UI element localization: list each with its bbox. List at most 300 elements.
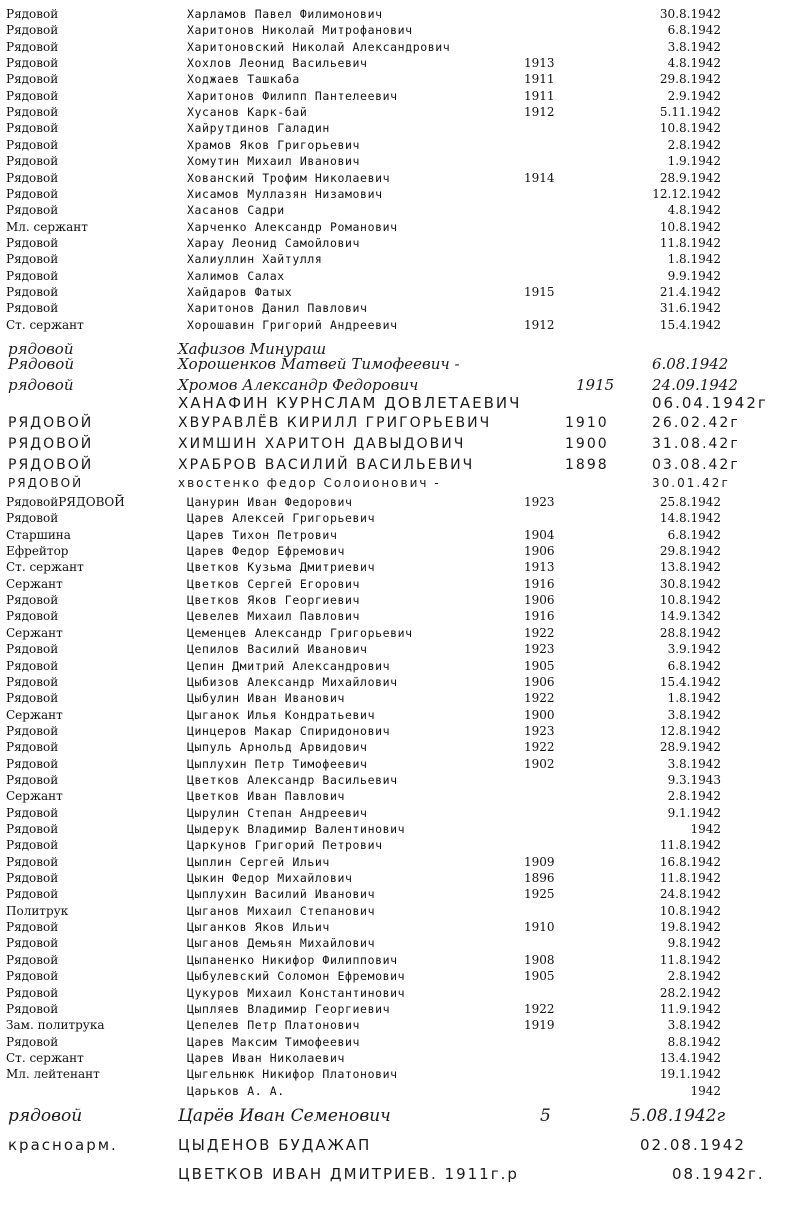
name-cell: Царкунов Григорий Петрович xyxy=(187,838,383,853)
rank-cell: Рядовой xyxy=(6,854,59,869)
date-cell: 5.11.1942 xyxy=(659,105,721,120)
name-cell: Цеменцев Александр Григорьевич xyxy=(187,625,413,640)
date-cell: 9.3.1943 xyxy=(667,772,721,787)
birth-year-cell: 1913 xyxy=(524,560,555,575)
rank-cell: Рядовой xyxy=(6,56,59,71)
handwritten-row xyxy=(0,415,801,433)
name-cell: Цыганов Михаил Степанович xyxy=(187,903,376,918)
handwritten-row xyxy=(0,376,801,395)
name-cell: Харитонов Данил Павлович xyxy=(187,301,368,316)
rank-cell: РядовойРЯДОВОЙ xyxy=(6,495,125,509)
record-row xyxy=(0,674,801,690)
name-cell: Хромов Александр Федорович xyxy=(178,376,419,394)
date-cell: 26.02.42г xyxy=(652,415,740,431)
date-cell: 11.8.1942 xyxy=(659,871,721,886)
birth-year-cell: 1898 xyxy=(565,457,609,473)
date-cell: 11.8.1942 xyxy=(659,952,721,967)
rank-cell: Рядовой xyxy=(6,252,59,267)
record-row xyxy=(0,886,801,902)
date-cell: 4.8.1942 xyxy=(667,203,721,218)
name-cell: Харитонов Филипп Пантелеевич xyxy=(187,88,398,103)
date-cell: 10.8.1942 xyxy=(659,593,721,608)
record-row xyxy=(0,837,801,853)
name-cell: Цевелев Михаил Павлович xyxy=(187,609,361,624)
record-row xyxy=(0,805,801,821)
rank-cell: Рядовой xyxy=(6,740,59,755)
record-row xyxy=(0,854,801,870)
handwritten-row xyxy=(0,476,801,492)
rank-cell: Ст. сержант xyxy=(6,560,84,575)
date-cell: 25.8.1942 xyxy=(659,495,721,509)
date-cell: 3.8.1942 xyxy=(667,756,721,771)
birth-year-cell: 1909 xyxy=(524,854,555,869)
rank-cell: Рядовой xyxy=(6,969,59,984)
birth-year-cell: 1922 xyxy=(524,625,555,640)
record-row xyxy=(0,756,801,772)
birth-year-cell: 1915 xyxy=(524,284,555,299)
name-cell: Цветков Александр Васильевич xyxy=(187,772,398,787)
date-cell: 2.8.1942 xyxy=(667,969,721,984)
record-row xyxy=(0,104,801,120)
date-cell: 3.8.1942 xyxy=(667,39,721,54)
rank-cell: Рядовой xyxy=(6,186,59,201)
name-cell: Цыплин Сергей Ильич xyxy=(187,854,330,869)
rank-cell: красноарм. xyxy=(8,1136,118,1154)
record-row xyxy=(0,6,801,22)
rank-cell: Рядовой xyxy=(6,121,59,136)
name-cell: Хомутин Михаил Иванович xyxy=(187,154,361,169)
date-cell: 30.01.42г xyxy=(652,476,730,490)
record-row xyxy=(0,268,801,284)
rank-cell: РЯДОВОЙ xyxy=(8,476,84,490)
birth-year-cell: 1913 xyxy=(524,56,555,71)
name-cell: Цыплухин Василий Иванович xyxy=(187,887,376,902)
name-cell: Царьков А. А. xyxy=(187,1083,285,1098)
rank-cell: Рядовой xyxy=(6,154,59,169)
rank-cell: рядовой xyxy=(8,376,74,394)
rank-cell: Рядовой xyxy=(6,511,59,526)
birth-year-cell: 1922 xyxy=(524,691,555,706)
rank-cell: Рядовой xyxy=(6,609,59,624)
date-cell: 6.8.1942 xyxy=(667,658,721,673)
record-row xyxy=(0,788,801,804)
name-cell: Халиуллин Хайтулля xyxy=(187,252,323,267)
name-cell: Хайрутдинов Галадин xyxy=(187,121,330,136)
birth-year-cell: 1923 xyxy=(524,723,555,738)
date-cell: 16.8.1942 xyxy=(659,854,721,869)
record-row xyxy=(0,641,801,657)
rank-cell: рядовой xyxy=(8,1106,83,1126)
date-cell: 1.8.1942 xyxy=(667,691,721,706)
date-cell: 28.8.1942 xyxy=(659,625,721,640)
record-row xyxy=(0,317,801,333)
rank-cell: Рядовой xyxy=(6,936,59,951)
birth-year-cell: 1905 xyxy=(524,969,555,984)
name-cell: Халимов Салах xyxy=(187,268,285,283)
record-row xyxy=(0,153,801,169)
date-cell: 15.4.1942 xyxy=(659,674,721,689)
rank-cell: Рядовой xyxy=(8,355,74,373)
name-cell: Цыпаненко Никифор Филиппович xyxy=(187,952,398,967)
rank-cell: Рядовой xyxy=(6,105,59,120)
record-row xyxy=(0,690,801,706)
date-cell: 19.8.1942 xyxy=(659,920,721,935)
record-row xyxy=(0,919,801,935)
date-cell: 06.04.1942г xyxy=(652,394,768,412)
birth-year-cell: 1906 xyxy=(524,593,555,608)
date-cell: 24.8.1942 xyxy=(659,887,721,902)
rank-cell: Рядовой xyxy=(6,39,59,54)
name-cell: Харламов Павел Филимонович xyxy=(187,7,383,21)
name-cell: Цанурин Иван Федорович xyxy=(187,495,353,509)
record-row xyxy=(0,1017,801,1033)
record-row xyxy=(0,707,801,723)
name-cell: Цыпуль Арнольд Арвидович xyxy=(187,740,368,755)
date-cell: 31.08.42г xyxy=(652,436,740,452)
name-cell: Хасанов Садри xyxy=(187,203,285,218)
rank-cell: Рядовой xyxy=(6,920,59,935)
date-cell: 28.9.1942 xyxy=(659,740,721,755)
name-cell: Хованский Трофим Николаевич xyxy=(187,170,391,185)
rank-cell: Рядовой xyxy=(6,642,59,657)
record-row xyxy=(0,120,801,136)
date-cell: 11.9.1942 xyxy=(659,1001,721,1016)
record-row xyxy=(0,739,801,755)
rank-cell: Рядовой xyxy=(6,723,59,738)
record-row xyxy=(0,71,801,87)
record-row xyxy=(0,543,801,559)
date-cell: 4.8.1942 xyxy=(667,56,721,71)
record-row xyxy=(0,251,801,267)
rank-cell: Рядовой xyxy=(6,772,59,787)
birth-year-cell: 1911 xyxy=(524,72,555,87)
date-cell: 2.9.1942 xyxy=(667,88,721,103)
rank-cell: Рядовой xyxy=(6,756,59,771)
date-cell: 2.8.1942 xyxy=(667,137,721,152)
name-cell: Царев Иван Николаевич xyxy=(187,1050,345,1065)
birth-year-cell: 1916 xyxy=(524,576,555,591)
name-cell: Царев Алексей Григорьевич xyxy=(187,511,376,526)
birth-year-cell: 1904 xyxy=(524,527,555,542)
record-row xyxy=(0,903,801,919)
date-cell: 21.4.1942 xyxy=(659,284,721,299)
rank-cell: Мл. лейтенант xyxy=(6,1067,100,1082)
date-cell: 13.4.1942 xyxy=(659,1050,721,1065)
rank-cell: Рядовой xyxy=(6,871,59,886)
record-row xyxy=(0,510,801,526)
birth-year-cell: 1905 xyxy=(524,658,555,673)
date-cell: 14.8.1942 xyxy=(659,511,721,526)
date-cell: 3.8.1942 xyxy=(667,707,721,722)
name-cell: Харченко Александр Романович xyxy=(187,219,398,234)
name-cell: Цыпляев Владимир Георгиевич xyxy=(187,1001,391,1016)
handwritten-row xyxy=(0,1106,801,1127)
date-cell: 14.9.1342 xyxy=(659,609,721,624)
rank-cell: Старшина xyxy=(6,527,71,542)
date-cell: 10.8.1942 xyxy=(659,219,721,234)
record-row xyxy=(0,1083,801,1099)
rank-cell: Рядовой xyxy=(6,691,59,706)
name-cell: Хохлов Леонид Васильевич xyxy=(187,56,368,71)
record-row xyxy=(0,88,801,104)
birth-year-cell: 1922 xyxy=(524,740,555,755)
birth-year-cell: 1914 xyxy=(524,170,555,185)
date-cell: 29.8.1942 xyxy=(659,544,721,559)
name-cell: Цыбулевский Соломон Ефремович xyxy=(187,969,406,984)
record-row xyxy=(0,55,801,71)
rank-cell: Рядовой xyxy=(6,7,59,21)
record-row xyxy=(0,658,801,674)
date-cell: 03.08.42г xyxy=(652,457,740,473)
rank-cell: Рядовой xyxy=(6,268,59,283)
name-cell: Цветков Яков Георгиевич xyxy=(187,593,361,608)
record-row xyxy=(0,22,801,38)
date-cell: 1.9.1942 xyxy=(667,154,721,169)
rank-cell: Рядовой xyxy=(6,674,59,689)
date-cell: 6.8.1942 xyxy=(667,23,721,38)
birth-year-cell: 1896 xyxy=(524,871,555,886)
name-cell: Цыдерук Владимир Валентинович xyxy=(187,822,406,836)
birth-year-cell: 1908 xyxy=(524,952,555,967)
date-cell: 24.09.1942 xyxy=(652,376,738,394)
date-cell: 08.1942г. xyxy=(672,1165,765,1183)
record-row xyxy=(0,137,801,153)
rank-cell: рядовой xyxy=(8,340,74,358)
birth-year-cell: 5 xyxy=(540,1106,551,1126)
birth-year-cell: 1923 xyxy=(524,495,555,509)
rank-cell: Сержант xyxy=(6,789,63,804)
date-cell: 28.2.1942 xyxy=(659,985,721,1000)
rank-cell: Рядовой xyxy=(6,23,59,38)
rank-cell: РЯДОВОЙ xyxy=(8,415,94,431)
birth-year-cell: 1900 xyxy=(524,707,555,722)
birth-year-cell: 1912 xyxy=(524,105,555,120)
record-row xyxy=(0,39,801,55)
birth-year-cell: 1902 xyxy=(524,756,555,771)
record-row xyxy=(0,202,801,218)
birth-year-cell: 1915 xyxy=(576,376,615,394)
name-cell: Цыганков Яков Ильич xyxy=(187,920,330,935)
birth-year-cell: 1916 xyxy=(524,609,555,624)
record-row xyxy=(0,235,801,251)
date-cell: 8.8.1942 xyxy=(667,1034,721,1049)
name-cell: Цинцеров Макар Спиридонович xyxy=(187,723,391,738)
name-cell: Царев Тихон Петрович xyxy=(187,527,338,542)
record-row xyxy=(0,772,801,788)
date-cell: 02.08.1942 xyxy=(640,1136,746,1154)
name-cell: хвостенко федор Солоионович - xyxy=(178,476,441,490)
rank-cell: Рядовой xyxy=(6,301,59,316)
name-cell: ХИМШИН ХАРИТОН ДАВЫДОВИЧ xyxy=(178,436,466,452)
rank-cell: Зам. политрука xyxy=(6,1018,105,1033)
record-row xyxy=(0,608,801,624)
date-cell: 1942 xyxy=(690,822,721,836)
handwritten-row xyxy=(0,436,801,454)
name-cell: Хафизов Минураш xyxy=(178,340,327,358)
handwritten-row xyxy=(0,355,801,374)
date-cell: 5.08.1942г xyxy=(630,1106,726,1126)
record-row xyxy=(0,821,801,837)
birth-year-cell: 1912 xyxy=(524,317,555,332)
rank-cell: РЯДОВОЙ xyxy=(8,436,94,452)
date-cell: 1.8.1942 xyxy=(667,252,721,267)
birth-year-cell: 1900 xyxy=(565,436,609,452)
birth-year-cell: 1910 xyxy=(565,415,609,431)
date-cell: 15.4.1942 xyxy=(659,317,721,332)
name-cell: Цыбулин Иван Иванович xyxy=(187,691,345,706)
date-cell: 9.1.1942 xyxy=(667,805,721,820)
rank-cell: Рядовой xyxy=(6,235,59,250)
date-cell: 19.1.1942 xyxy=(659,1067,721,1082)
record-row xyxy=(0,985,801,1001)
name-cell: Цепин Дмитрий Александрович xyxy=(187,658,391,673)
name-cell: Цыгельнюк Никифор Платонович xyxy=(187,1067,398,1082)
record-row xyxy=(0,170,801,186)
name-cell: Цыганок Илья Кондратьевич xyxy=(187,707,376,722)
name-cell: Цветков Сергей Егорович xyxy=(187,576,361,591)
birth-year-cell: 1925 xyxy=(524,887,555,902)
birth-year-cell: 1922 xyxy=(524,1001,555,1016)
rank-cell: Ст. сержант xyxy=(6,317,84,332)
record-row xyxy=(0,300,801,316)
date-cell: 10.8.1942 xyxy=(659,121,721,136)
name-cell: Ходжаев Ташкаба xyxy=(187,72,300,87)
record-row xyxy=(0,186,801,202)
rank-cell: Рядовой xyxy=(6,284,59,299)
birth-year-cell: 1906 xyxy=(524,674,555,689)
name-cell: Цветков Иван Павлович xyxy=(187,789,345,804)
date-cell: 3.8.1942 xyxy=(667,1018,721,1033)
date-cell: 2.8.1942 xyxy=(667,789,721,804)
name-cell: Хисамов Муллазян Низамович xyxy=(187,186,383,201)
name-cell: ХВУРАВЛЁВ КИРИЛЛ ГРИГОРЬЕВИЧ xyxy=(178,415,492,431)
name-cell: Хусанов Карк-бай xyxy=(187,105,308,120)
rank-cell: Рядовой xyxy=(6,88,59,103)
birth-year-cell: 1919 xyxy=(524,1018,555,1033)
name-cell: Царев Федор Ефремович xyxy=(187,544,345,559)
date-cell: 6.08.1942 xyxy=(652,355,729,373)
birth-year-cell: 1910 xyxy=(524,920,555,935)
date-cell: 11.8.1942 xyxy=(659,838,721,853)
rank-cell: Рядовой xyxy=(6,1034,59,1049)
record-row xyxy=(0,723,801,739)
rank-cell: Рядовой xyxy=(6,137,59,152)
rank-cell: Рядовой xyxy=(6,985,59,1000)
rank-cell: Сержант xyxy=(6,707,63,722)
name-cell: ХРАБРОВ ВАСИЛИЙ ВАСИЛЬЕВИЧ xyxy=(178,457,475,473)
date-cell: 31.6.1942 xyxy=(659,301,721,316)
name-cell: Харитонов Николай Митрофанович xyxy=(187,23,413,38)
name-cell: Царев Максим Тимофеевич xyxy=(187,1034,361,1049)
handwritten-row xyxy=(0,394,801,413)
rank-cell: Сержант xyxy=(6,625,63,640)
name-cell: Царёв Иван Семенович xyxy=(178,1106,391,1126)
record-row xyxy=(0,527,801,543)
rank-cell: Рядовой xyxy=(6,1001,59,1016)
name-cell: Цветков Кузьма Дмитриевич xyxy=(187,560,376,575)
name-cell: Храмов Яков Григорьевич xyxy=(187,137,361,152)
rank-cell: Ст. сержант xyxy=(6,1050,84,1065)
birth-year-cell: 1911 xyxy=(524,88,555,103)
name-cell: Хайдаров Фатых xyxy=(187,284,293,299)
rank-cell: Рядовой xyxy=(6,952,59,967)
record-row xyxy=(0,952,801,968)
name-cell: Цырулин Степан Андреевич xyxy=(187,805,368,820)
record-row xyxy=(0,1066,801,1082)
handwritten-row xyxy=(0,1165,801,1184)
record-row xyxy=(0,968,801,984)
rank-cell: Рядовой xyxy=(6,838,59,853)
name-cell: Цыплухин Петр Тимофеевич xyxy=(187,756,368,771)
name-cell: Цыбизов Александр Михайлович xyxy=(187,674,398,689)
date-cell: 12.8.1942 xyxy=(659,723,721,738)
name-cell: Харитоновский Николай Александрович xyxy=(187,39,451,54)
date-cell: 9.8.1942 xyxy=(667,936,721,951)
handwritten-row xyxy=(0,1136,801,1155)
record-row xyxy=(0,935,801,951)
date-cell: 29.8.1942 xyxy=(659,72,721,87)
birth-year-cell: 1923 xyxy=(524,642,555,657)
rank-cell: Ефрейтор xyxy=(6,544,69,559)
record-row xyxy=(0,625,801,641)
date-cell: 11.8.1942 xyxy=(659,235,721,250)
name-cell: Хорошенков Матвей Тимофеевич - xyxy=(178,355,460,373)
date-cell: 12.12.1942 xyxy=(652,186,721,201)
rank-cell: Рядовой xyxy=(6,170,59,185)
rank-cell: Мл. сержант xyxy=(6,219,88,234)
name-cell: Харау Леонид Самойлович xyxy=(187,235,361,250)
date-cell: 1942 xyxy=(690,1083,721,1098)
record-row xyxy=(0,870,801,886)
rank-cell: Рядовой xyxy=(6,593,59,608)
record-row xyxy=(0,559,801,575)
rank-cell: Политрук xyxy=(6,903,69,918)
name-cell: Цыганов Демьян Михайлович xyxy=(187,936,376,951)
record-row xyxy=(0,1034,801,1050)
rank-cell: Рядовой xyxy=(6,805,59,820)
record-row xyxy=(0,219,801,235)
rank-cell: РЯДОВОЙ xyxy=(8,457,94,473)
date-cell: 3.9.1942 xyxy=(667,642,721,657)
handwritten-row xyxy=(0,457,801,475)
name-cell: Цепилов Василий Иванович xyxy=(187,642,368,657)
name-cell: ЦВЕТКОВ ИВАН ДМИТРИЕВ. 1911г.р xyxy=(178,1165,519,1183)
date-cell: 30.8.1942 xyxy=(659,7,721,21)
record-row xyxy=(0,576,801,592)
name-cell: Цепелев Петр Платонович xyxy=(187,1018,361,1033)
date-cell: 30.8.1942 xyxy=(659,576,721,591)
date-cell: 10.8.1942 xyxy=(659,903,721,918)
rank-cell: Рядовой xyxy=(6,72,59,87)
rank-cell: Рядовой xyxy=(6,203,59,218)
record-row xyxy=(0,1001,801,1017)
rank-cell: Рядовой xyxy=(6,822,59,836)
name-cell: Цукуров Михаил Константинович xyxy=(187,985,406,1000)
rank-cell: Рядовой xyxy=(6,887,59,902)
record-row xyxy=(0,284,801,300)
record-row xyxy=(0,592,801,608)
record-row xyxy=(0,1050,801,1066)
date-cell: 13.8.1942 xyxy=(659,560,721,575)
date-cell: 9.9.1942 xyxy=(667,268,721,283)
birth-year-cell: 1906 xyxy=(524,544,555,559)
rank-cell: Рядовой xyxy=(6,658,59,673)
date-cell: 6.8.1942 xyxy=(667,527,721,542)
record-row xyxy=(0,494,801,510)
name-cell: ХАНАФИН КУРНСЛАМ ДОВЛЕТАЕВИЧ xyxy=(178,394,522,412)
name-cell: Хорошавин Григорий Андреевич xyxy=(187,317,398,332)
name-cell: Цыкин Федор Михайлович xyxy=(187,871,353,886)
